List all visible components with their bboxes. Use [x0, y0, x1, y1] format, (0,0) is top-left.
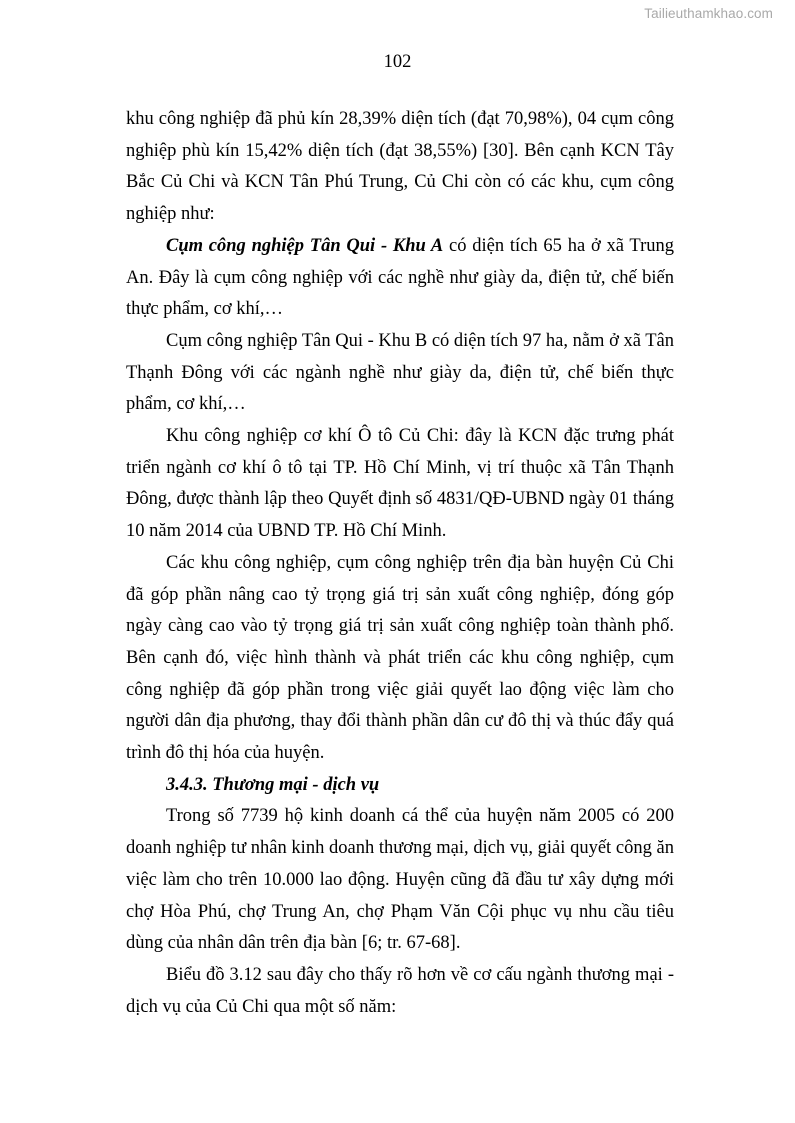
- watermark-text: Tailieuthamkhao.com: [644, 6, 773, 21]
- page-number: 102: [383, 52, 412, 72]
- page-content: [126, 104, 674, 1023]
- paragraph-tan-qui-khu-b: Cụm công nghiệp Tân Qui - Khu B có diện tích 97 ha, nằm ở xã Tân Thạnh Đông với các ngành nghề như giày da, điện tử, chế biến thực phẩm, cơ khí,…: [126, 330, 674, 415]
- paragraph-tan-qui-khu-a-rest: có diện tích 65 ha ở xã Trung An. Đây là cụm công nghiệp với các nghề như giày da, điện tử, chế biến thực phẩm, cơ khí,…: [126, 235, 674, 320]
- paragraph-kcn-co-khi-o-to: Khu công nghiệp cơ khí Ô tô Củ Chi: đây là KCN đặc trưng phát triển ngành cơ khí ô tô tại TP. Hồ Chí Minh, vị trí thuộc xã Tân Thạnh Đông, được thành lập theo Quyết định số 4831/QĐ-UBND ngày 01 tháng 10 năm 2014 của UBND TP. Hồ Chí Minh.: [126, 426, 674, 542]
- paragraph-tan-qui-khu-a-lead: Cụm công nghiệp Tân Qui - Khu A: [166, 235, 444, 256]
- paragraph-ho-kinh-doanh: Trong số 7739 hộ kinh doanh cá thể của huyện năm 2005 có 200 doanh nghiệp tư nhân kinh doanh thương mại, dịch vụ, giải quyết công ăn việc làm cho trên 10.000 lao động. Huyện cũng đã đầu tư xây dựng mới chợ Hòa Phú, chợ Trung An, chợ Phạm Văn Cội phục vụ nhu cầu tiêu dùng của nhân dân trên địa bàn [6; tr. 67-68].: [126, 806, 674, 954]
- paragraph-cac-khu-cong-nghiep-tong-ket: Các khu công nghiệp, cụm công nghiệp trên địa bàn huyện Củ Chi đã góp phần nâng cao tỷ trọng giá trị sản xuất công nghiệp, đóng góp ngày càng cao vào tỷ trọng giá trị sản xuất công nghiệp toàn thành phố. Bên cạnh đó, việc hình thành và phát triển các khu công nghiệp, cụm công nghiệp đã góp phần trong việc giải quyết lao động việc làm cho người dân địa phương, thay đổi thành phần dân cư đô thị và thúc đẩy quá trình đô thị hóa của huyện.: [126, 552, 674, 764]
- section-heading-3-4-3: 3.4.3. Thương mại - dịch vụ: [166, 774, 380, 795]
- paragraph-tan-qui-khu-a: [126, 231, 674, 326]
- paragraph-bieu-do-3-12: Biểu đồ 3.12 sau đây cho thấy rõ hơn về cơ cấu ngành thương mại - dịch vụ của Củ Chi qua một số năm:: [126, 964, 674, 1017]
- paragraph-khu-cong-nghiep-phu-kin: khu công nghiệp đã phủ kín 28,39% diện tích (đạt 70,98%), 04 cụm công nghiệp phù kín 15,42% diện tích (đạt 38,55%) [30]. Bên cạnh KCN Tây Bắc Củ Chi và KCN Tân Phú Trung, Củ Chi còn có các khu, cụm công nghiệp như:: [126, 109, 674, 225]
